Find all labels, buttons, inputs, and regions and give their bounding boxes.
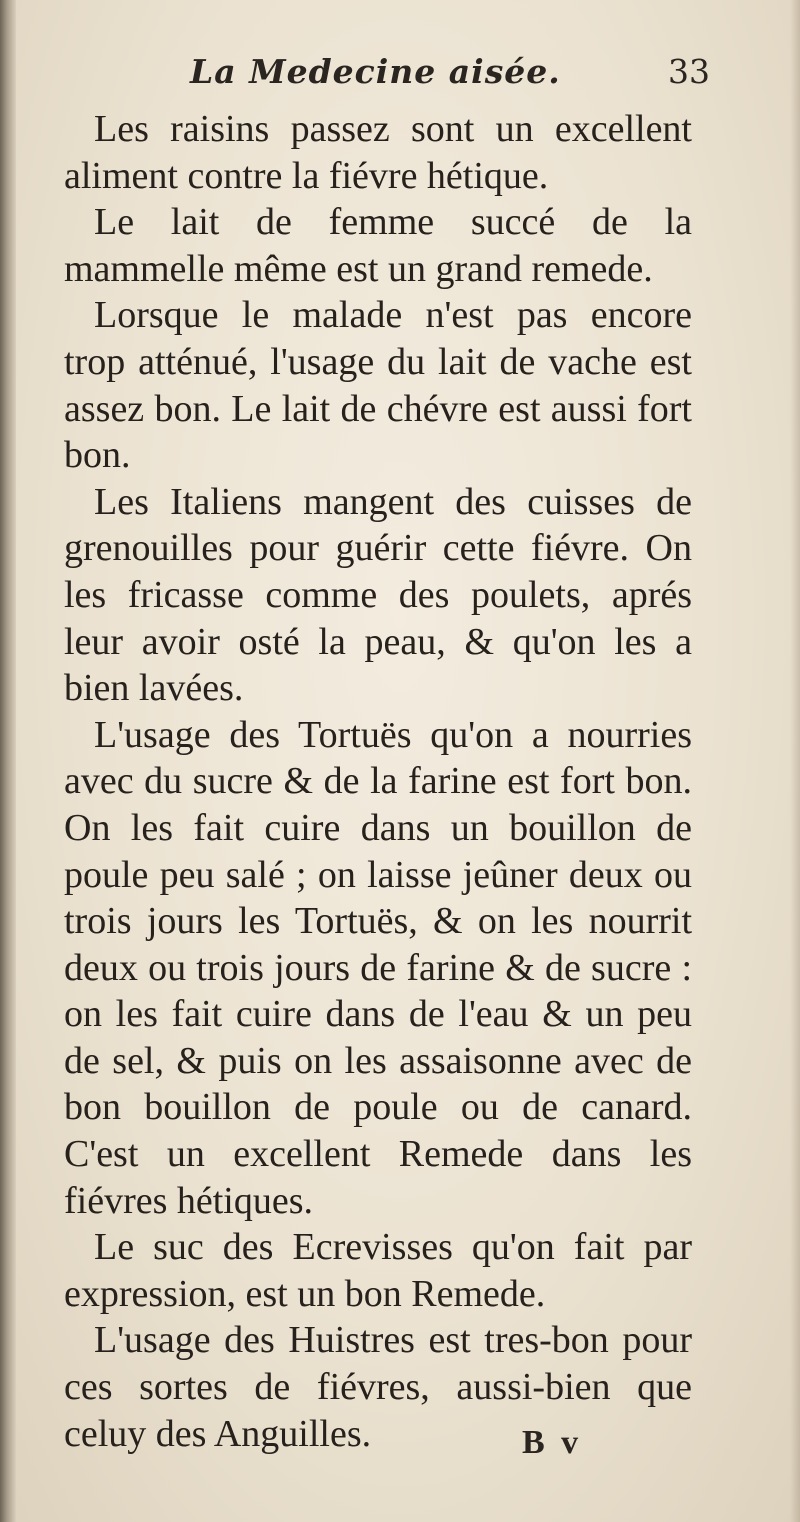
paragraph-huistres: L'usage des Huistres est tres-bon pour ces sortes de fiévres, aussi-bien que celuy des Anguilles. (64, 1319, 692, 1455)
page-header (190, 52, 710, 98)
running-title: La Medecine aisée. (190, 52, 561, 91)
paragraph-raisins: Les raisins passez sont un excellent aliment contre la fiévre hétique. (64, 108, 692, 197)
page-number: 33 (668, 52, 710, 91)
book-gutter (0, 0, 16, 1522)
paragraph-grenouilles: Les Italiens mangent des cuisses de grenouilles pour guérir cette fiévre. On les fricasse comme des poulets, aprés leur avoir osté la peau, & qu'on les a bien lavées. (64, 480, 692, 710)
signature-mark: B v (522, 1424, 583, 1461)
paragraph-tortues: L'usage des Tortuës qu'on a nourries avec du sucre & de la farine est fort bon. On les fait cuire dans un bouillon de poule peu salé ; on laisse jeûner deux ou trois jours les Tortuës, & on les nourrit deux ou trois jours de farine & de sucre : on les fait cuire dans de l'eau & un peu de sel, & puis on les assaisonne avec de bon bouillon de poule ou de canard. C'est un excellent Remede dans les fiévres hétiques. (64, 713, 692, 1222)
paragraph-ecrevisses: Le suc des Ecrevisses qu'on fait par expression, est un bon Remede. (64, 1226, 692, 1315)
body-text (64, 106, 692, 1457)
paragraph-lait-femme: Le lait de femme succé de la mammelle même est un grand remede. (64, 201, 692, 290)
page-edge-shadow (790, 0, 800, 1522)
paragraph-lait-vache: Lorsque le malade n'est pas encore trop atténué, l'usage du lait de vache est assez bon. Le lait de chévre est aussi fort bon. (64, 294, 692, 477)
